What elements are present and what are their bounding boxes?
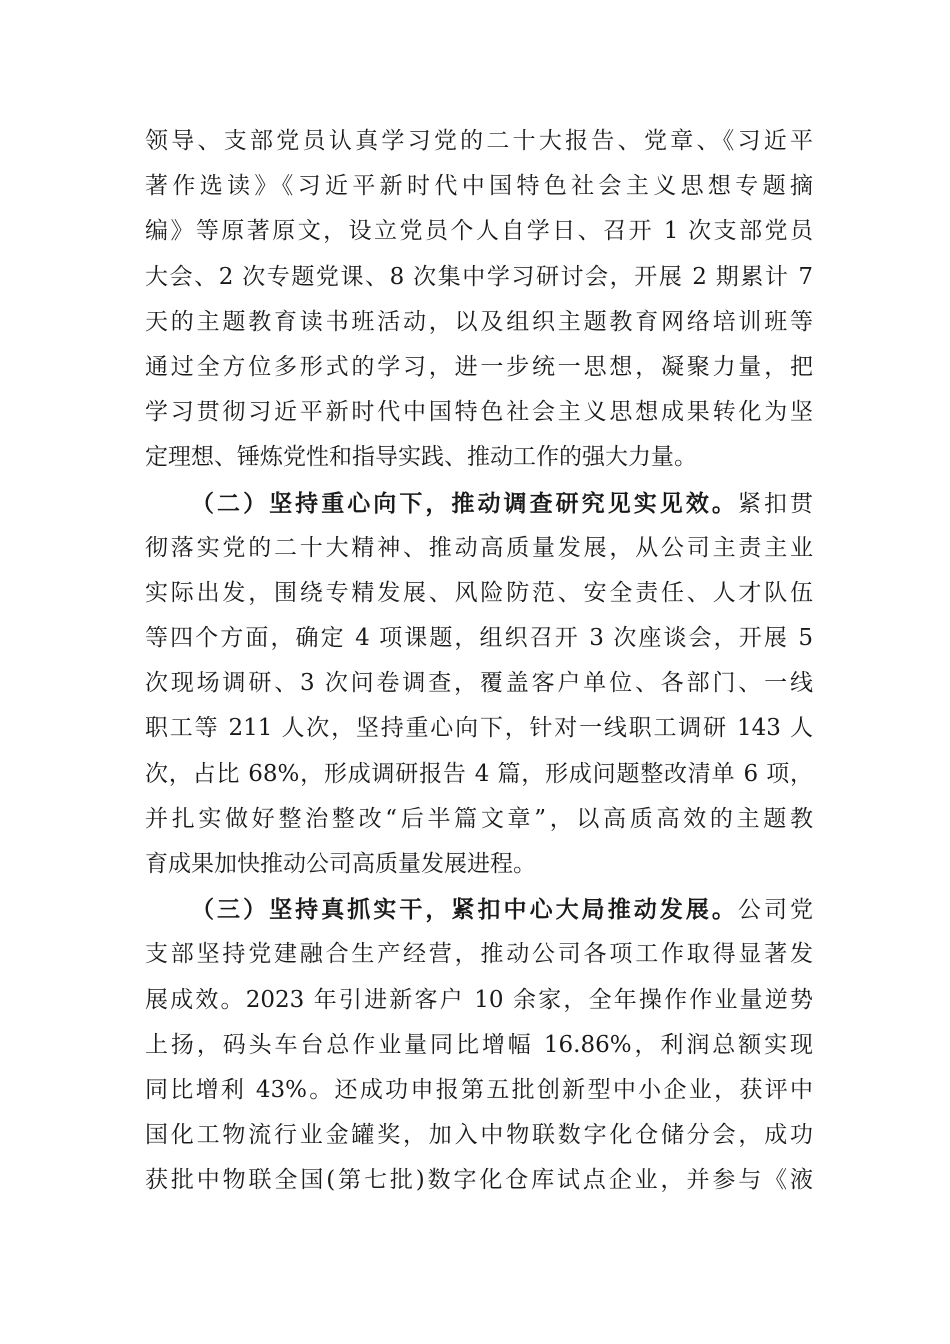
section-heading-line (145, 887, 813, 932)
text-line: 上扬，码头车台总作业量同比增幅 16.86%，利润总额实现 (145, 1031, 813, 1058)
text-line: 彻落实党的二十大精神、推动高质量发展，从公司主责主业 (145, 534, 813, 561)
paragraph-development (145, 887, 813, 1203)
text-line: 定理想、锤炼党性和指导实践、推动工作的强大力量。 (145, 444, 697, 471)
body-text (145, 119, 813, 1204)
text-line: 展成效。2023 年引进新客户 10 余家，全年操作作业量逆势 (145, 986, 813, 1013)
text-line: 并扎实做好整治整改“后半篇文章”，以高质高效的主题教 (145, 805, 813, 832)
section-heading-line (145, 481, 813, 526)
text-line: 支部坚持党建融合生产经营，推动公司各项工作取得显著发 (145, 941, 813, 968)
text-line: 育成果加快推动公司高质量发展进程。 (145, 851, 536, 877)
section-heading-3: （三）坚持真抓实干，紧扣中心大局推动发展。 (191, 896, 738, 924)
text-line: 同比增利 43%。还成功申报第五批创新型中小企业，获评中 (145, 1076, 813, 1103)
text-line: 著作选读》《习近平新时代中国特色社会主义思想专题摘 (145, 173, 813, 200)
text-line: 学习贯彻习近平新时代中国特色社会主义思想成果转化为坚 (145, 399, 813, 426)
text-line: 获批中物联全国(第七批)数字化仓库试点企业，并参与《液 (145, 1167, 813, 1194)
text-line: 天的主题教育读书班活动，以及组织主题教育网络培训班等 (145, 308, 813, 335)
text-line: 次，占比 68%，形成调研报告 4 篇，形成问题整改清单 6 项， (145, 760, 813, 787)
paragraph-study (145, 119, 813, 481)
text-line: 领导、支部党员认真学习党的二十大报告、党章、《习近平 (145, 128, 813, 154)
text-line: 通过全方位多形式的学习，进一步统一思想，凝聚力量，把 (145, 353, 813, 380)
text-line: 大会、2 次专题党课、8 次集中学习研讨会，开展 2 期累计 7 (145, 263, 813, 290)
heading-line-rest: 公司党 (737, 897, 814, 924)
text-line: 实际出发，围绕专精发展、风险防范、安全责任、人才队伍 (145, 579, 813, 606)
text-line: 等四个方面，确定 4 项课题，组织召开 3 次座谈会，开展 5 (145, 625, 813, 652)
text-line: 国化工物流行业金罐奖，加入中物联数字化仓储分会，成功 (145, 1122, 813, 1149)
text-line: 编》等原著原文，设立党员个人自学日、召开 1 次支部党员 (145, 218, 813, 245)
section-heading-2: （二）坚持重心向下，推动调查研究见实见效。 (191, 489, 738, 517)
heading-line-rest: 紧扣贯 (737, 490, 814, 517)
paragraph-research (145, 481, 813, 888)
text-line: 职工等 211 人次，坚持重心向下，针对一线职工调研 143 人 (145, 715, 813, 742)
text-line: 次现场调研、3 次问卷调查，覆盖客户单位、各部门、一线 (145, 670, 813, 697)
